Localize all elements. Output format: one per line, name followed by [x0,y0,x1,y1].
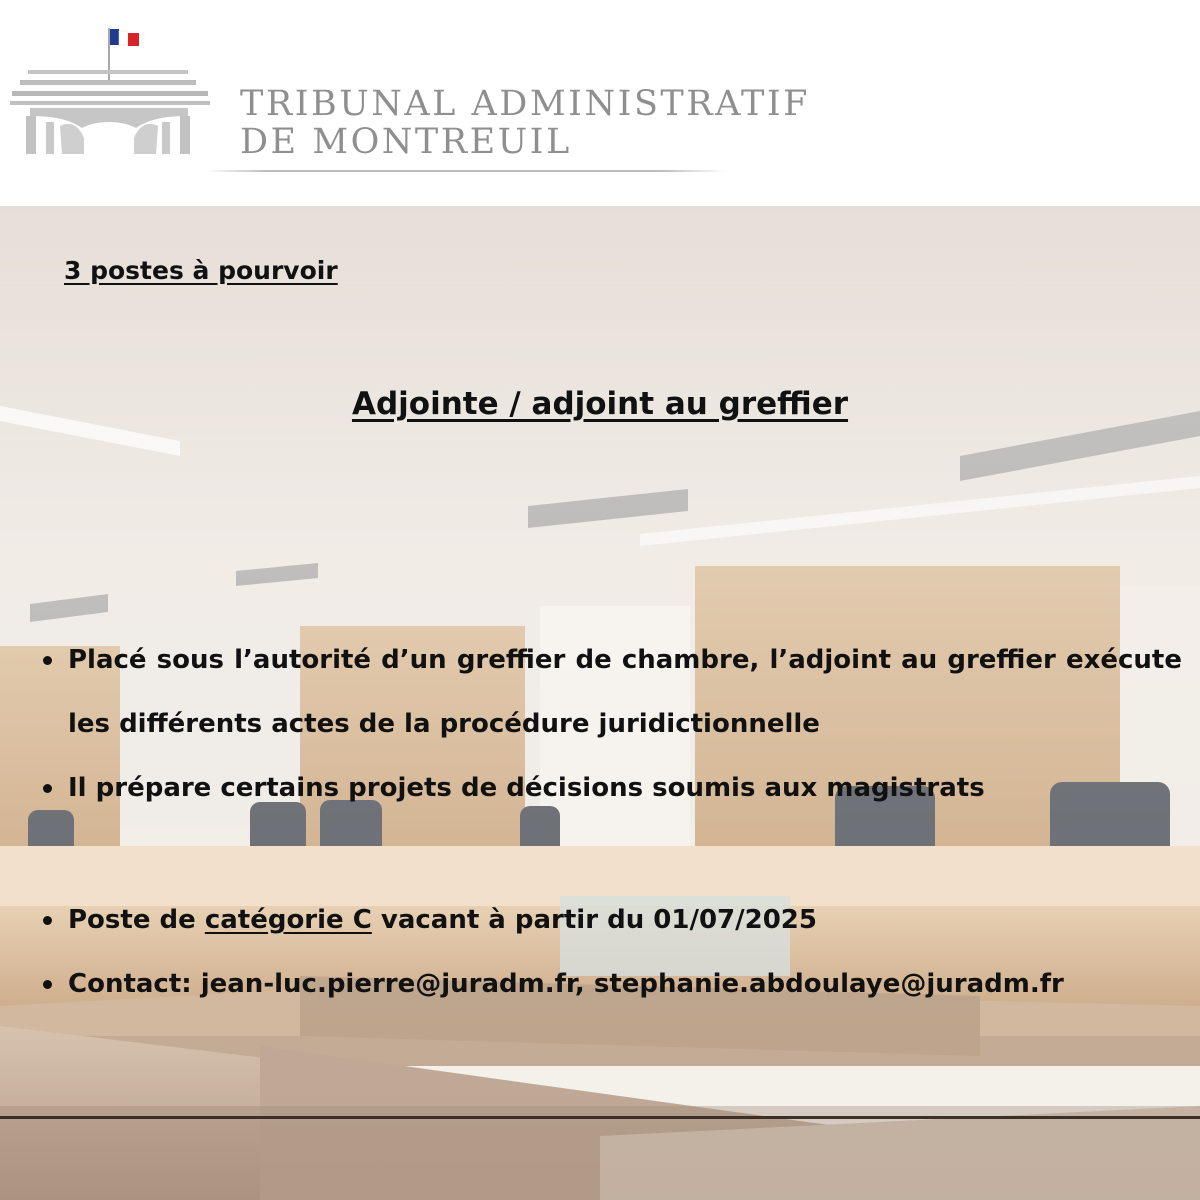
category-link[interactable]: catégorie C [204,905,372,935]
header [0,0,1200,206]
duty-item: Il prépare certains projets de décisions soumis aux magistrats [0,756,1200,820]
header-divider [205,170,725,172]
job-title: Adjointe / adjoint au greffier [351,386,849,422]
posts-count-heading: 3 postes à pourvoir [64,256,338,285]
position-prefix: Poste de [68,905,205,935]
position-suffix: vacant à partir du 01/07/2025 [371,905,817,935]
job-offer-content [0,206,1200,1200]
tribunal-logo-icon [0,0,215,170]
duties-list [0,628,1200,820]
org-name-line-1: TRIBUNAL ADMINISTRATIF [240,84,810,124]
position-category-item [0,888,1200,952]
position-info-list [0,888,1200,1016]
org-name-line-2: DE MONTREUIL [240,122,572,162]
bottom-divider [0,1116,1200,1119]
duty-item: Placé sous l’autorité d’un greffier de chambre, l’adjoint au greffier exécute les différents actes de la procédure juridictionnelle [0,628,1200,756]
contact-item: Contact: jean-luc.pierre@juradm.fr, stephanie.abdoulaye@juradm.fr [0,952,1200,1016]
